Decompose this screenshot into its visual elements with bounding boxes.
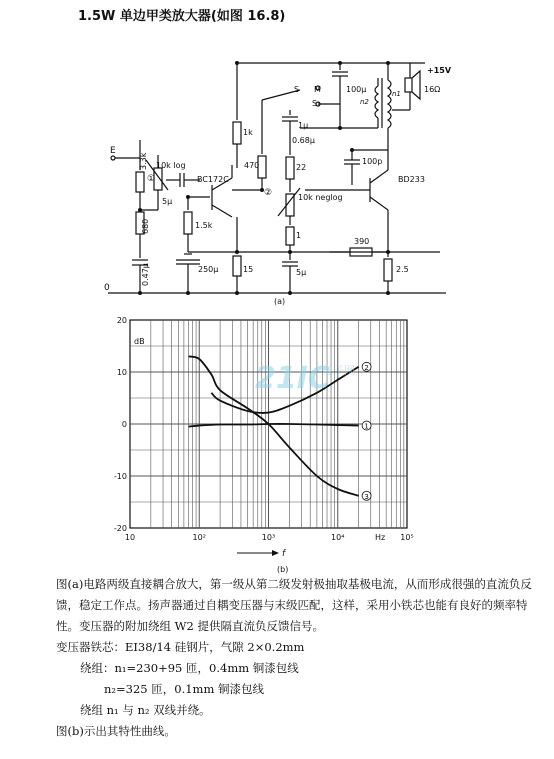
t2-label: BD233 xyxy=(398,175,425,184)
x-tick-label: 10² xyxy=(192,533,206,542)
c-3-3k: 3.3k xyxy=(139,152,148,170)
curve-label-text: 2 xyxy=(364,363,369,372)
r22-label: 22 xyxy=(296,163,307,172)
r390-label: 390 xyxy=(354,237,370,246)
watermark-sub: 电子网 xyxy=(322,364,355,377)
r1-label: 1 xyxy=(296,231,302,240)
c100p-label: 100p xyxy=(362,157,383,166)
winding-n2: n2 xyxy=(360,98,369,106)
x-tick-label: 10⁴ xyxy=(331,533,345,542)
curve-label-text: 3 xyxy=(364,492,369,501)
r470-label: 470 xyxy=(244,161,260,170)
description-block xyxy=(56,574,536,742)
r680-label: 680 xyxy=(141,218,150,234)
frequency-label: f xyxy=(282,549,286,559)
page-title: 1.5W 单边甲类放大器(如图 16.8) xyxy=(78,9,286,24)
y-tick-label: -10 xyxy=(113,472,127,481)
curve-1 xyxy=(189,424,359,427)
curve-label-2 xyxy=(362,362,371,372)
marker-1: ① xyxy=(147,174,156,184)
switch-s2-label: S xyxy=(312,99,318,108)
switch-m-label: M xyxy=(314,85,321,94)
x-tick-label: 10³ xyxy=(261,533,276,542)
winding-n1: n1 xyxy=(392,90,401,98)
c068-label: 0.68μ xyxy=(292,136,315,145)
y-tick-label: 0 xyxy=(121,420,127,429)
c250-label: 250μ xyxy=(198,265,219,274)
r15-label: 15 xyxy=(243,265,254,274)
frequency-response-chart xyxy=(0,312,554,574)
watermark: 21IC xyxy=(255,361,330,396)
paragraph-figure-b: 图(b)示出其特性曲线。 xyxy=(56,724,176,738)
c5a-label: 5μ xyxy=(162,197,173,206)
x-tick-label: 10 xyxy=(124,533,136,542)
x-tick-label: 10⁵ xyxy=(400,533,414,542)
circuit-diagram xyxy=(0,0,554,312)
paragraph-winding1: 绕组：n₁=230+95 匝，0.4mm 铜漆包线 xyxy=(80,661,299,675)
input-label: E xyxy=(110,146,116,156)
curve-label-1 xyxy=(362,421,371,431)
pot1-label: 10k log xyxy=(156,161,186,170)
curve-label-text: 1 xyxy=(364,422,369,431)
t1-label: BC172C xyxy=(197,175,229,184)
r1k-label: 1k xyxy=(243,128,253,137)
paragraph-core: 变压器铁芯：EI38/14 硅钢片，气隙 2×0.2mm xyxy=(56,640,305,654)
pot2-label: 10k neglog xyxy=(298,193,343,202)
speaker-label: 16Ω xyxy=(424,85,441,94)
c047-label: 0.47μ xyxy=(141,263,150,286)
y-tick-label: -20 xyxy=(113,524,127,533)
chart-caption: (b) xyxy=(277,565,289,574)
y-tick-label: 10 xyxy=(116,368,127,377)
y-unit-label: dB xyxy=(134,336,145,346)
marker-2: ② xyxy=(264,188,273,198)
c1-label: 1μ xyxy=(298,121,309,130)
y-tick-label: 20 xyxy=(116,316,127,325)
ground-label: 0 xyxy=(104,283,110,293)
circuit-caption: (a) xyxy=(274,297,286,306)
frequency-arrow-head xyxy=(272,550,279,556)
curve-label-3 xyxy=(362,491,371,501)
r25-label: 2.5 xyxy=(396,265,409,274)
paragraph-winding2: n₂=325 匝，0.1mm 铜漆包线 xyxy=(104,682,265,696)
switch-s-label: S xyxy=(294,85,300,94)
paragraph-main: 图(a)电路两级直接耦合放大，第一级从第二级发射极抽取基极电流，从而形成很强的直流负反馈，稳定工作点。扬声器通过自耦变压器与末级匹配，这样，采用小铁芯也能有良好的频率特性。变压器的附加绕组 W2 提供隔直流负反馈信号。 xyxy=(56,577,532,633)
supply-label: +15V xyxy=(427,66,452,75)
c5b-label: 5μ xyxy=(296,268,307,277)
r15k-label: 1.5k xyxy=(195,221,213,230)
c100-label: 100μ xyxy=(346,85,367,94)
paragraph-bifilar: 绕组 n₁ 与 n₂ 双线并绕。 xyxy=(80,703,211,717)
x-unit-label: Hz xyxy=(375,533,386,542)
